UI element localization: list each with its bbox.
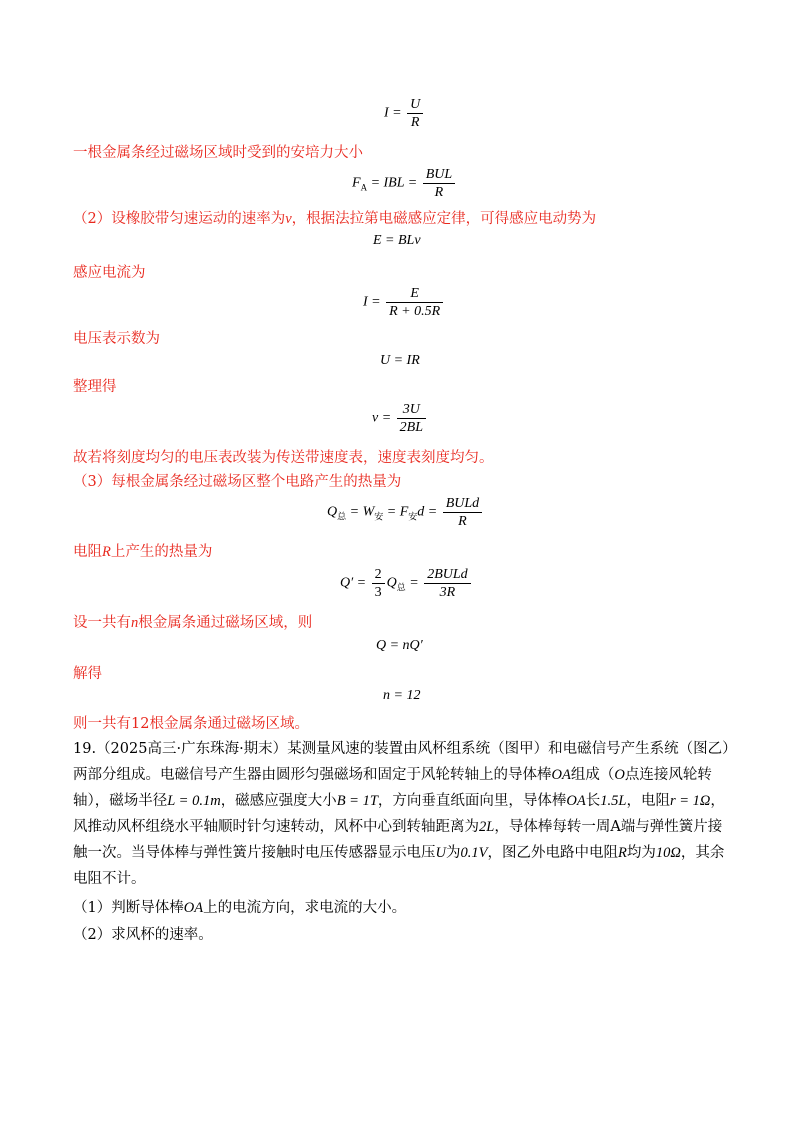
numerator: BUL — [423, 166, 455, 184]
text-segment: ，风推动风杯组绕水平轴顺时针匀速转动，风杯中心到转轴距离为 — [73, 793, 725, 835]
text-segment: 根金属条通过磁场区域，则 — [138, 615, 313, 631]
eq-subscript: 总 — [337, 511, 347, 522]
text-segment: 电阻 — [73, 544, 102, 560]
problem-19-statement — [73, 736, 733, 892]
equation-total-heat — [327, 495, 484, 530]
text-segment: ，导体棒每转一周A端与弹性簧片接触一次。当导体棒与弹性簧片接触时电压传感器显示电压 — [73, 819, 723, 861]
eq-lhs: v = — [372, 410, 392, 426]
text-voltmeter: 电压表示数为 — [73, 331, 160, 347]
denominator: 3 — [374, 585, 382, 600]
numerator: U — [407, 96, 423, 114]
text-var: L = 0.1m — [167, 793, 221, 809]
eq-subscript: 总 — [396, 582, 406, 593]
eq-part: = F — [386, 504, 409, 520]
text-segment: ，图乙外电路中电阻 — [487, 845, 618, 861]
eq-lhs: Q′ = — [340, 575, 367, 591]
text-var: U — [435, 845, 446, 861]
text-segment: ，其余电阻不计。 — [73, 845, 725, 887]
numerator: E — [386, 285, 443, 303]
denominator: R — [410, 115, 420, 130]
text-segment: 设一共有 — [73, 615, 131, 631]
text-segment: 均为 — [626, 845, 656, 861]
numerator: BULd — [443, 495, 482, 513]
text-var: R — [617, 845, 627, 861]
text-final-answer: 则一共有12根金属条通过磁场区域。 — [73, 716, 309, 732]
fraction — [424, 566, 470, 601]
eq-part: Q — [327, 504, 338, 520]
text-segment: ，电阻 — [626, 793, 670, 809]
denominator: R — [434, 185, 444, 200]
text-var-v: v — [285, 211, 292, 227]
eq-subscript: 安 — [374, 511, 384, 522]
question-1 — [73, 898, 406, 918]
eq-part: = — [409, 575, 419, 591]
text-var: 10Ω — [655, 845, 681, 861]
text-var: r = 1Ω — [669, 793, 711, 809]
equation-ampere-force — [352, 166, 457, 201]
equation-voltage: U = IR — [380, 353, 420, 368]
text-segment: 上的电流方向，求电流的大小。 — [203, 900, 407, 916]
denominator: R — [458, 514, 467, 529]
text-var: OA — [566, 793, 586, 809]
problem-number: 19. — [73, 741, 97, 757]
denominator: 2BL — [399, 420, 424, 435]
text-ampere-force: 一根金属条经过磁场区域时受到的安培力大小 — [73, 145, 363, 161]
text-var: B = 1T — [336, 793, 378, 809]
text-var-n: n — [131, 615, 139, 631]
text-var: OA — [183, 900, 204, 916]
text-segment: 为 — [445, 845, 461, 861]
text-var: OA — [551, 767, 571, 783]
text-induced-current: 感应电流为 — [73, 265, 146, 281]
text-var-R: R — [102, 544, 111, 560]
equation-emf: E = BLv — [373, 233, 421, 248]
text-segment: ，根据法拉第电磁感应定律，可得感应电动势为 — [291, 211, 597, 227]
text-segment: ，磁感应强度大小 — [220, 793, 337, 809]
equation-total-q: Q = nQ′ — [376, 638, 423, 653]
text-segment: （1）判断导体棒 — [73, 900, 184, 916]
text-rearrange: 整理得 — [73, 379, 117, 395]
text-segment: 组成（ — [570, 767, 615, 783]
text-var: O — [614, 767, 625, 783]
numerator: 2BULd — [424, 566, 470, 584]
equation-velocity — [372, 401, 428, 436]
numerator: 3U — [397, 401, 426, 419]
equation-n-result: n = 12 — [383, 688, 421, 703]
problem-source: （2025高三·广东珠海·期末） — [96, 741, 288, 757]
fraction — [397, 401, 426, 436]
text-resistor-heat — [73, 542, 212, 562]
eq-lhs: F — [352, 175, 361, 191]
text-part2-intro — [73, 209, 596, 229]
eq-subscript: 安 — [408, 511, 418, 522]
eq-mid: = IBL = — [370, 175, 418, 191]
fraction — [372, 566, 385, 601]
text-segment: 点连接风轮转轴），磁场半径 — [73, 767, 712, 809]
text-var: 2L — [479, 819, 495, 835]
eq-part: = W — [349, 504, 375, 520]
text-segment: （2）设橡胶带匀速运动的速率为 — [73, 211, 286, 227]
text-var: 1.5L — [600, 793, 627, 809]
equation-current — [363, 285, 445, 320]
text-var: 0.1V — [460, 845, 488, 861]
text-segment: ，方向垂直纸面向里，导体棒 — [377, 793, 567, 809]
text-conclusion-scale: 故若将刻度均匀的电压表改装为传送带速度表，速度表刻度均匀。 — [73, 450, 494, 466]
equation-resistor-heat — [340, 566, 473, 601]
eq-part: Q — [386, 575, 397, 591]
fraction — [443, 495, 482, 530]
text-segment: 某测量风速的装置由风杯组系统（图甲）和电磁信号产生系统（图乙）两部分组成。电磁信号产生器由圆形匀强磁场和固定于风轮转轴上的导体棒 — [73, 741, 730, 783]
question-2: （2）求风杯的速率。 — [73, 927, 213, 943]
fraction — [407, 96, 423, 131]
eq-lhs: I = — [384, 105, 402, 121]
equation-ohm-law — [384, 96, 425, 131]
eq-lhs: I = — [363, 294, 381, 310]
eq-part: d = — [417, 504, 438, 520]
text-segment: 上产生的热量为 — [110, 544, 213, 560]
numerator: 2 — [372, 566, 385, 584]
fraction — [423, 166, 455, 201]
denominator: 3R — [439, 585, 456, 600]
denominator: R + 0.5R — [389, 304, 441, 319]
text-solve: 解得 — [73, 666, 102, 682]
text-segment: 长 — [585, 793, 601, 809]
fraction — [386, 285, 443, 320]
text-assume-n — [73, 613, 312, 633]
eq-subscript: A — [360, 182, 368, 193]
text-part3-intro: （3）每根金属条经过磁场区整个电路产生的热量为 — [73, 474, 402, 490]
